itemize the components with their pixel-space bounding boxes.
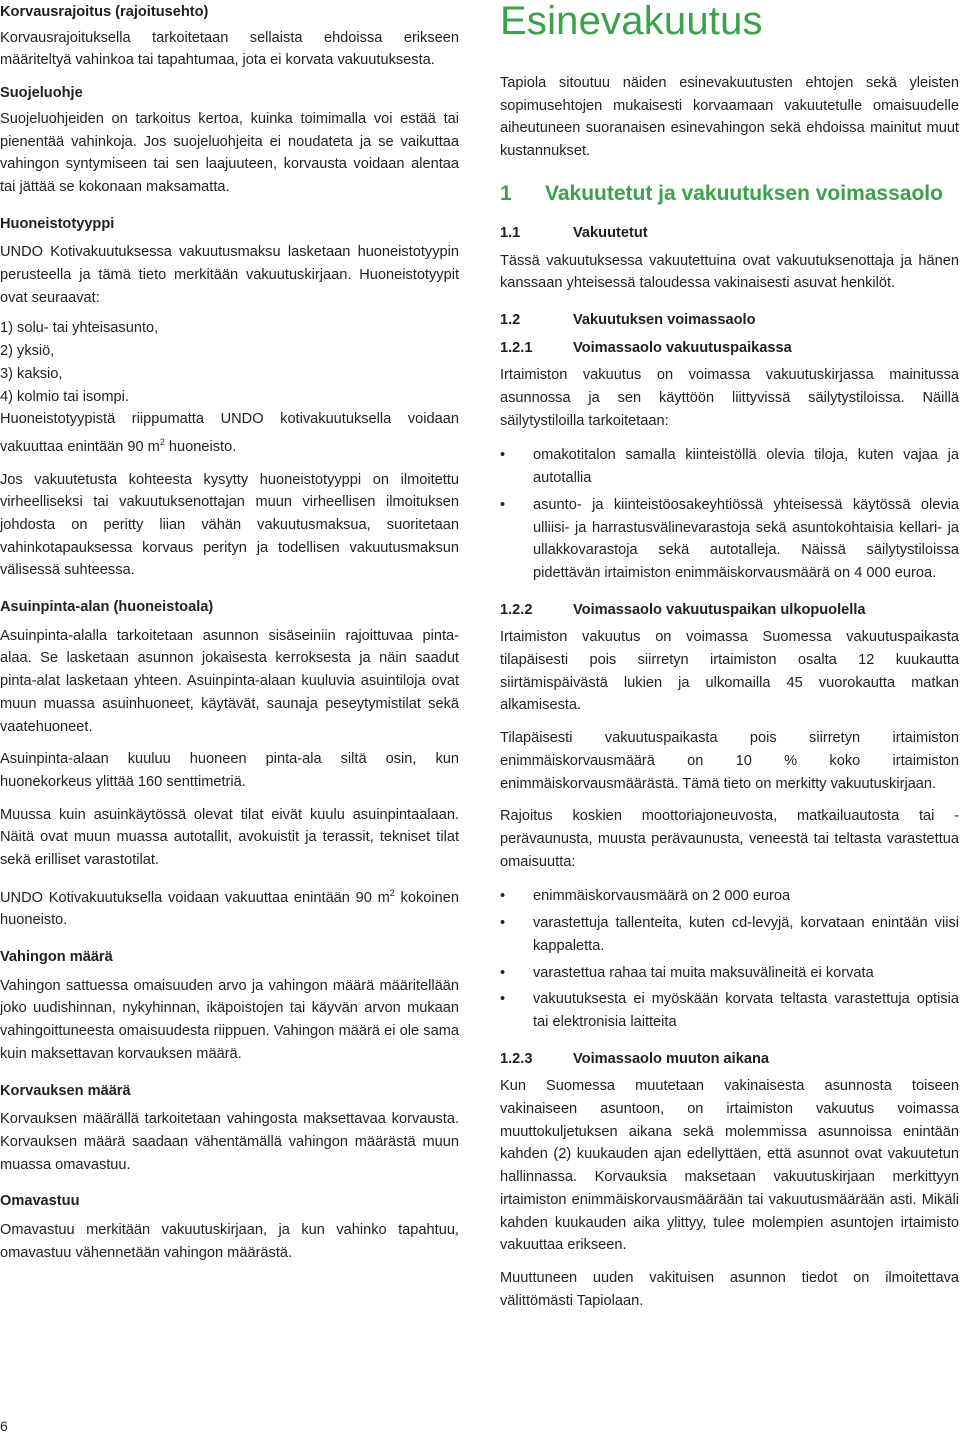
text-vakuutetut: Tässä vakuutuksessa vakuutettuina ovat vakuutuksenottaja ja hänen kanssaan yhteisessä taloudessa vakinaisesti asuvat henkilöt. [500,252,959,292]
subsection-1-2-1-heading: 1.2.1 Voimassaolo vakuutuspaikassa [500,339,792,356]
list-item: • varastettua rahaa tai muita maksuvälineitä ei korvata [500,964,874,981]
text-ulkopuolella-2: Tilapäisesti vakuutuspaikasta pois siirretyn irtaimiston enimmäiskorvausmäärä on 10 % koko irtaimiston enimmäiskorvausmäärästä. Tämä tieto on merkitty vakuutuskirjaan. [500,730,959,792]
text-muutto-1: Kun Suomessa muutetaan vakinaisesta asunnosta toiseen vakinaiseen asuntoon, on irtaimiston vakuutus voimassa muuttokuljetuksen aikana sekä molemmissa asunnoissa enintään kahden (2) kuukauden ajan edellyttäen, että asunnot ovat vakuutetun hallinnassa. Korvauksia maksetaan vakuutuskirjaan merkittyyn irtaimiston enimmäiskorvausmäärään tai vakuutusmäärään asti. Mikäli kahden kuukauden aika ylittyy, tulee molempien asuntojen irtaimisto vakuuttaa erikseen. [500,1078,959,1254]
list-item: • enimmäiskorvausmäärä on 2 000 euroa [500,888,791,905]
heading-korvausrajoitus: Korvausrajoitus (rajoitusehto) [0,4,209,20]
heading-suojeluohje: Suojeluohje [0,85,83,102]
subsection-1-2-3-heading: 1.2.3 Voimassaolo muuton aikana [500,1050,769,1067]
subsection-1-2-heading: 1.2 Vakuutuksen voimassaolo [500,311,756,328]
heading-asuinpinta: Asuinpinta-alan (huoneistoala) [0,599,214,616]
heading-vahingon-maara: Vahingon määrä [0,949,113,966]
page-title: Esinevakuutus [500,0,763,43]
heading-korvauksen-maara: Korvauksen määrä [0,1082,131,1099]
text-asuinpinta-2: Asuinpinta-alaan kuuluu huoneen pinta-ala siltä osin, kun huonekorkeus ylittää 160 senttimetriä. [0,751,459,790]
list-item: 1) solu- tai yhteisasunto, [0,320,159,337]
subsection-1-1-heading: 1.1 Vakuutetut [500,224,648,241]
huoneistotyyppi-list [0,317,459,408]
list-item: • varastettuja tallenteita, kuten cd-levyjä, korvataan enintään viisi kappaletta. [500,915,959,954]
text-asuinpinta-3: Muussa kuin asuinkäytössä olevat tilat eivät kuulu asuinpintaalaan. Näitä ovat muun muassa autotallit, avokuistit ja terassit, tekniset tilat sekä erilliset varastotilat. [0,806,459,869]
text-korvausrajoitus: Korvausrajoituksella tarkoitetaan sellaista ehdoissa erikseen määriteltyä vahinkoa tai tapahtumaa, jota ei korvata vakuutuksesta. [0,29,459,69]
text-huoneistotyyppi-virhe: Jos vakuutetusta kohteesta kysytty huoneistotyyppi on ilmoitettu virheelliseksi tai vakuutuksenottajan muun virheellisen ilmoituksen johdosta on peritty liian vähän vakuutusmaksua, suoritetaan vahinkotapauksessa korvaus perityn ja todellisen vakuutusmaksun välisessä suhteessa. [0,471,459,579]
page-number: 6 [0,1418,8,1434]
text-vahingon-maara: Vahingon sattuessa omaisuuden arvo ja vahingon määrä määritellään joko uudishinnan, nykyhinnan, ikäpoistojen tai käyvän arvon mukaan vahingoittuneesta omaisuudesta riippuen. Vahingon määrä ei ole sama kuin maksettavan korvauksen määrä. [0,977,459,1062]
heading-omavastuu: Omavastuu [0,1193,80,1210]
list-item: • vakuutuksesta ei myöskään korvata teltasta varastettuja optisia tai elektronisia laitteita [500,991,959,1030]
text-huoneistotyyppi-max: Huoneistotyypistä riippumatta UNDO kotivakuutuksella voidaan vakuuttaa enintään 90 $m^2$ huoneisto. [0,411,459,455]
text-omavastuu: Omavastuu merkitään vakuutuskirjaan, ja kun vahinko tapahtuu, omavastuu vähennetään vahingon määrästä. [0,1222,459,1261]
text-asuinpinta-1: Asuinpinta-alalla tarkoitetaan asunnon sisäseiniin rajoittuvaa pinta-alaa. Se lasketaan asunnon jokaisesta kerroksesta ja näin saadut pinta-alat lasketaan yhteen. Asuinpinta-alaan kuuluvia asuintiloja ovat muun muassa asuinhuoneet, käytävät, saunaja peseytymistilat sekä vaatehuoneet. [0,627,459,735]
subsection-1-2-2-heading: 1.2.2 Voimassaolo vakuutuspaikan ulkopuolella [500,601,866,618]
intro-text: Tapiola sitoutuu näiden esinevakuutusten ehtojen sekä yleisten sopimusehtojen mukaisesti korvaamaan vakuutetulle omaisuudelle aiheutuneen suoranaisen esinevahingon sekä ehdoissa mainitut muut kustannukset. [500,75,959,160]
list-item: 2) yksiö, [0,343,55,360]
right-column [500,0,959,1312]
list-item: 3) kaksio, [0,365,63,382]
text-huoneistotyyppi: UNDO Kotivakuutuksessa vakuutusmaksu lasketaan huoneistotyypin perusteella ja tämä tieto merkitään vakuutuskirjaan. Huoneistotyypit ovat seuraavat: [0,244,459,306]
text-korvauksen-maara: Korvauksen määrällä tarkoitetaan vahingosta maksettavaa korvausta. Korvauksen määrä saadaan vähentämällä vahingon määrästä muun muassa omavastuu. [0,1111,459,1173]
left-column [0,0,459,1264]
section-1-title: 1 Vakuutetut ja vakuutuksen voimassaolo [500,181,943,205]
text-ulkopuolella-3: Rajoitus koskien moottoriajoneuvosta, matkailuautosta tai -perävaunusta, muusta perävaunusta, veneestä tai teltasta varastettua omaisuutta: [500,808,959,870]
text-asuinpinta-4: UNDO Kotivakuutuksella voidaan vakuuttaa enintään 90 $m^2$ kokoinen huoneisto. [0,887,459,929]
list-item: 4) kolmio tai isompi. [0,388,129,405]
list-item: • omakotitalon samalla kiinteistöllä olevia tiloja, kuten vajaa ja autotallia [500,447,959,487]
list-item: • asunto- ja kiinteistöosakeyhtiössä yhteisessä käytössä olevia ulliisi- ja harrastusvälinevarastoja sekä asuntokohtaisia kellari- ja ullakkovarastoja sekä autotalleja. Näissä säilytystiloissa pidettävän irtaimiston enimmäiskorvausmäärä on 4 000 euroa. [500,496,959,581]
text-vakuutuspaikka: Irtaimiston vakuutus on voimassa vakuutuskirjassa mainitussa asunnossa ja sen käyttöön liittyvissä säilytystiloissa. Näillä säilytystiloilla tarkoitetaan: [500,367,959,429]
text-muutto-2: Muuttuneen uuden vakituisen asunnon tiedot on ilmoitettava välittömästi Tapiolaan. [500,1269,959,1309]
text-suojeluohje: Suojeluohjeiden on tarkoitus kertoa, kuinka toimimalla voi estää tai pienentää vahinkoja. Jos suojeluohjeita ei noudateta ja se vaikuttaa vahingon syntymiseen tai sen laajuuteen, korvausta voidaan alentaa tai jättää se kokonaan maksamatta. [0,110,459,195]
heading-huoneistotyyppi: Huoneistotyyppi [0,215,115,232]
rajoitus-list [500,885,959,1033]
text-ulkopuolella-1: Irtaimiston vakuutus on voimassa Suomessa vakuutuspaikasta tilapäisesti pois siirretyn irtaimiston osalta 12 kuukautta siirtämispäivästä lukien ja ulkomailla 45 vuorokautta matkan alkamisesta. [500,629,959,714]
sailytystilat-list [500,444,959,584]
